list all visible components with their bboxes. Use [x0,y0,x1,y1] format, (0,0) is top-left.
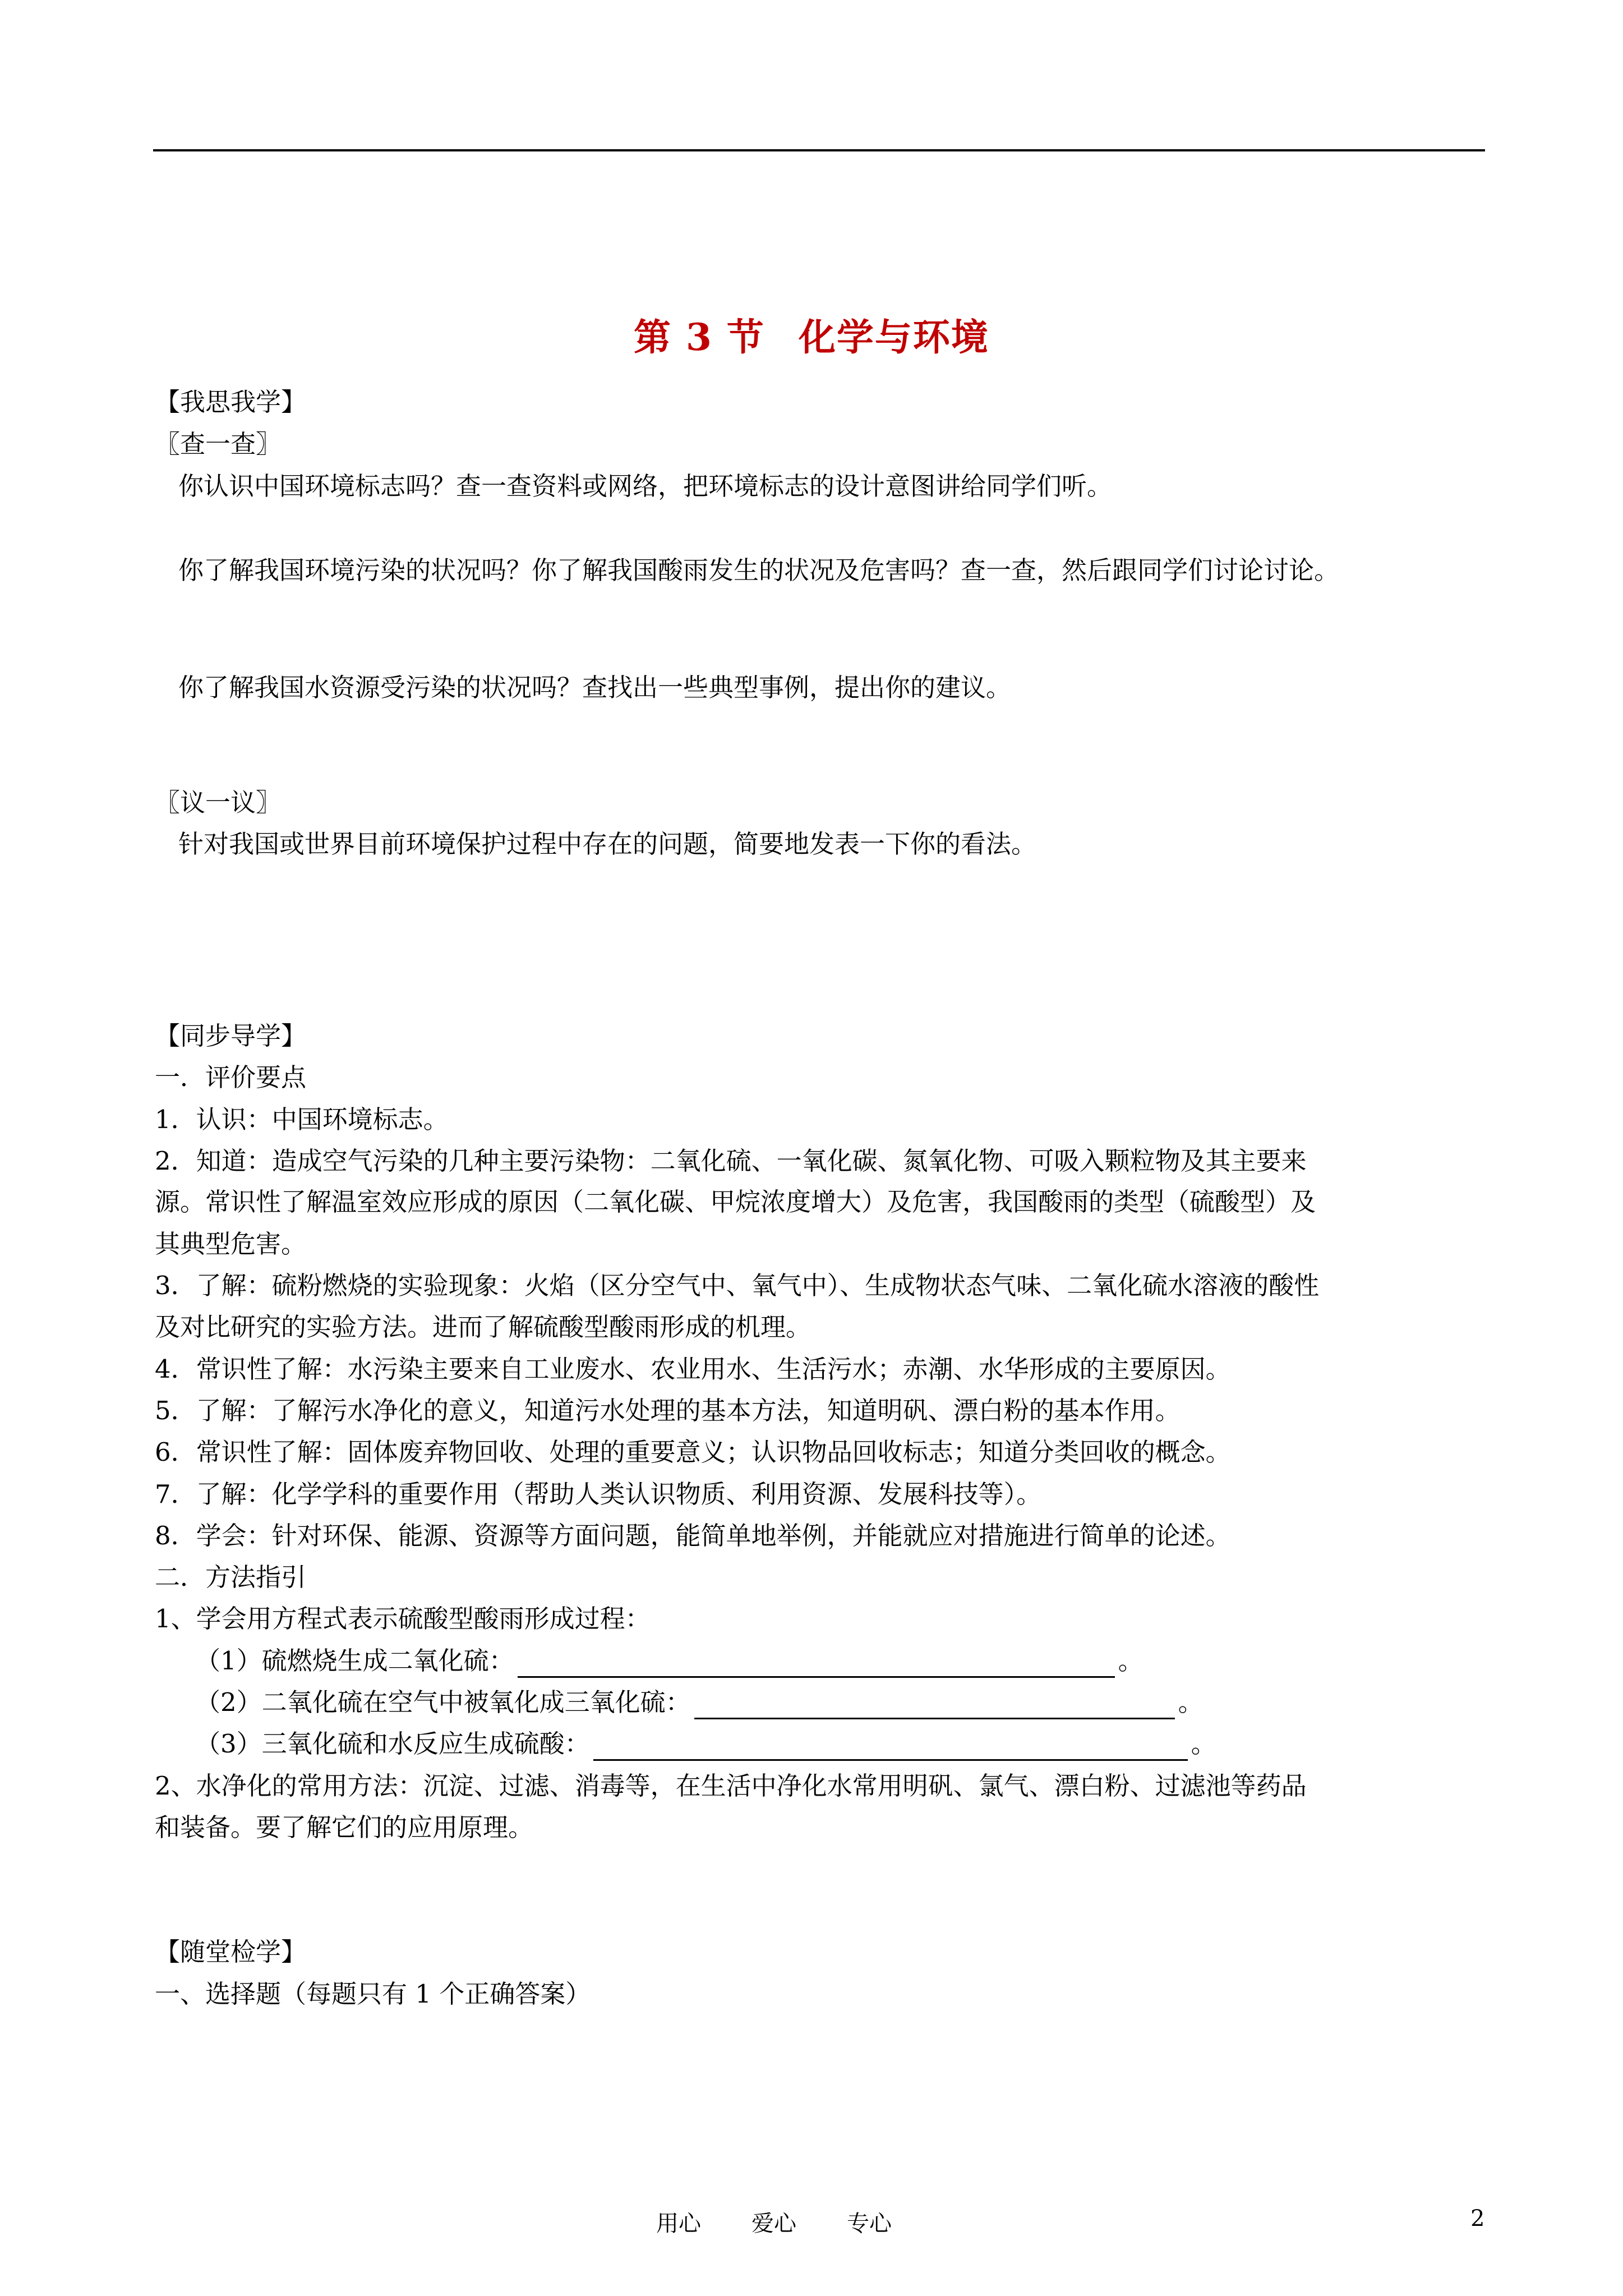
title-text: 化学与环境 [798,315,989,359]
part-title-multiple-choice: 一、选择题（每题只有 1 个正确答案） [155,1979,591,2009]
evaluation-item: 5．了解：了解污水净化的意义，知道污水处理的基本方法，知道明矾、漂白粉的基本作用。 [155,1396,1181,1425]
section-heading-think: 【我思我学】 [155,387,307,417]
footer-word: 爱心 [751,2211,796,2237]
part-title-method: 二．方法指引 [155,1562,307,1592]
section-heading-guide: 【同步导学】 [155,1021,307,1051]
part-title-evaluation: 一．评价要点 [155,1062,307,1092]
evaluation-item: 4．常识性了解：水污染主要来自工业废水、农业用水、生活污水；赤潮、水华形成的主要原因。 [155,1354,1231,1384]
subheading-lookup: 〖查一查〗 [155,429,282,459]
fill-in-period: 。 [1191,1729,1216,1759]
fill-in-prompt-2: （2）二氧化硫在空气中被氧化成三氧化硫： [195,1687,691,1717]
fill-in-prompt-3: （3）三氧化硫和水反应生成硫酸： [195,1729,590,1759]
page-number: 2 [1470,2206,1485,2231]
question-opinion: 针对我国或世界目前环境保护过程中存在的问题，简要地发表一下你的看法。 [178,829,1037,859]
method-item-1: 1、学会用方程式表示硫酸型酸雨形成过程： [155,1604,651,1634]
evaluation-item: 源。常识性了解温室效应形成的原因（二氧化碳、甲烷浓度增大）及危害，我国酸雨的类型（硫酸型）及 [155,1187,1316,1217]
evaluation-item: 3．了解：硫粉燃烧的实验现象：火焰（区分空气中、氧气中）、生成物状态气味、二氧化硫水溶液的酸性 [155,1271,1320,1300]
footer-word: 专心 [847,2211,892,2237]
fill-in-prompt-1: （1）硫燃烧生成二氧化硫： [195,1646,514,1676]
footer-word: 用心 [656,2211,701,2237]
question-pollution-acid-rain: 你了解我国环境污染的状况吗？你了解我国酸雨发生的状况及危害吗？查一查，然后跟同学们讨论讨论。 [178,555,1340,585]
subheading-discuss: 〖议一议〗 [155,788,282,817]
evaluation-item: 及对比研究的实验方法。进而了解硫酸型酸雨形成的机理。 [155,1312,811,1342]
method-item-2-continued: 和装备。要了解它们的应用原理。 [155,1812,534,1842]
evaluation-item: 其典型危害。 [155,1229,307,1259]
evaluation-item: 6．常识性了解：固体废弃物回收、处理的重要意义；认识物品回收标志；知道分类回收的概念。 [155,1437,1231,1467]
fill-in-row-3 [195,1727,1530,1761]
answer-blank-3[interactable] [593,1733,1188,1761]
page-footer [656,2206,942,2238]
evaluation-item: 8．学会：针对环保、能源、资源等方面问题，能简单地举例，并能就应对措施进行简单的论述。 [155,1521,1231,1550]
section-heading-practice: 【随堂检学】 [155,1937,307,1967]
question-environment-label: 你认识中国环境标志吗？查一查资料或网络，把环境标志的设计意图讲给同学们听。 [178,471,1113,501]
answer-blank-1[interactable] [518,1650,1115,1678]
fill-in-row-2 [195,1686,1530,1719]
evaluation-item: 2．知道：造成空气污染的几种主要污染物：二氧化硫、一氧化碳、氮氧化物、可吸入颗粒物及其主要来 [155,1146,1307,1176]
header-rule [153,149,1485,151]
title-section-number: 第 3 节 [634,315,765,359]
answer-blank-2[interactable] [694,1692,1175,1719]
fill-in-period: 。 [1118,1646,1144,1676]
evaluation-item: 7．了解：化学学科的重要作用（帮助人类认识物质、利用资源、发展科技等）。 [155,1479,1042,1509]
method-item-2: 2、水净化的常用方法：沉淀、过滤、消毒等，在生活中净化水常用明矾、氯气、漂白粉、过滤池等药品 [155,1771,1307,1801]
evaluation-item: 1．认识：中国环境标志。 [155,1105,449,1134]
question-water-pollution: 你了解我国水资源受污染的状况吗？查找出一些典型事例，提出你的建议。 [178,673,1012,702]
fill-in-row-1 [195,1644,1530,1678]
fill-in-period: 。 [1178,1687,1204,1717]
page-title [0,307,1623,361]
